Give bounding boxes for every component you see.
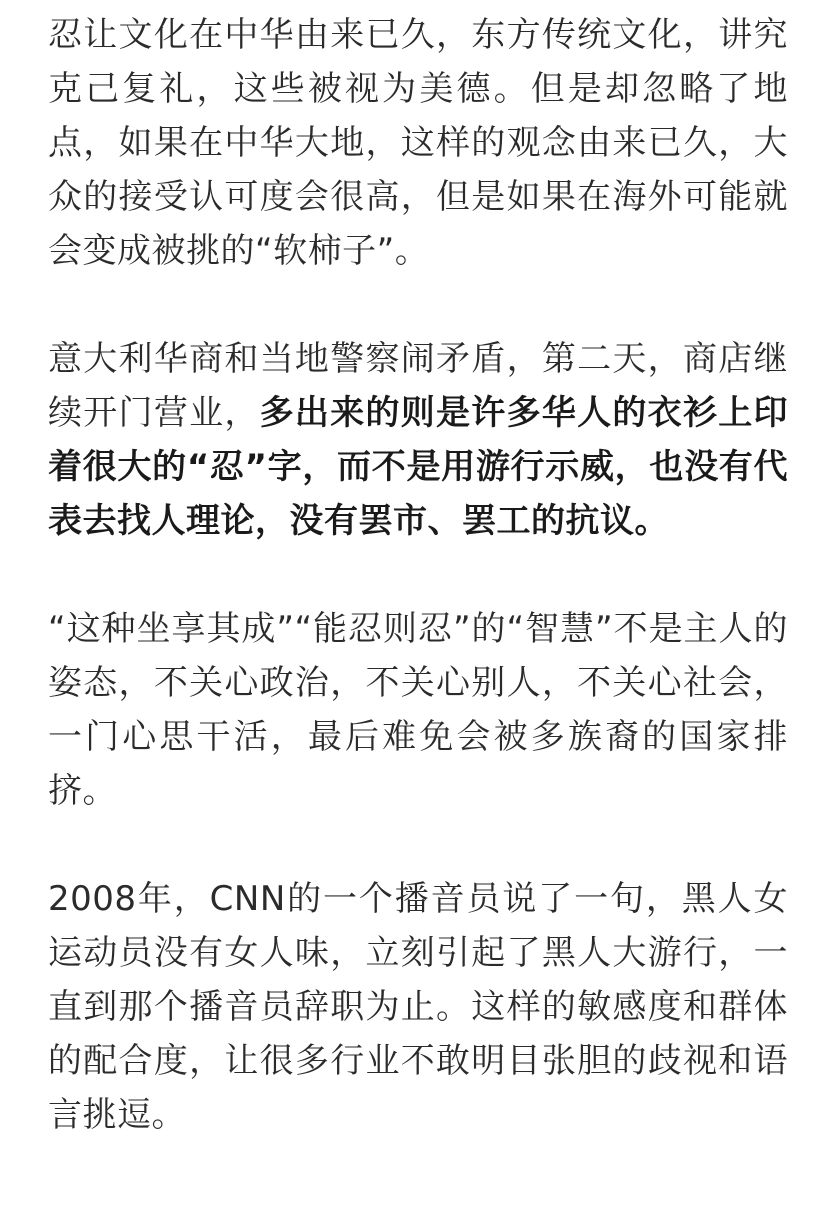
paragraph-1: 忍让文化在中华由来已久，东方传统文化，讲究克己复礼，这些被视为美德。但是却忽略了地点，如果在中华大地，这样的观念由来已久，大众的接受认可度会很高，但是如果在海外可能就会变成被挑的“软柿子”。 xyxy=(48,15,788,271)
paragraph-4: 2008年，CNN的一个播音员说了一句，黑人女运动员没有女人味，立刻引起了黑人大游行，一直到那个播音员辞职为止。这样的敏感度和群体的配合度，让很多行业不敢明目张胆的歧视和语言挑逗。 xyxy=(48,879,788,1135)
paragraph-2-normal-text: 意大利华商和当地警察闹矛盾，第二天，商店继续开门营业， xyxy=(48,339,788,433)
paragraph-2-bold-text: 多出来的则是许多华人的衣衫上印着很大的“忍”字，而不是用游行示威，也没有代表去找人理论，没有罢市、罢工的抗议。 xyxy=(48,393,789,541)
article-body xyxy=(48,8,788,1142)
paragraph-2 xyxy=(48,332,788,548)
paragraph-3: “这种坐享其成”“能忍则忍”的“智慧”不是主人的姿态，不关心政治，不关心别人，不关心社会，一门心思干活，最后难免会被多族裔的国家排挤。 xyxy=(48,609,788,811)
